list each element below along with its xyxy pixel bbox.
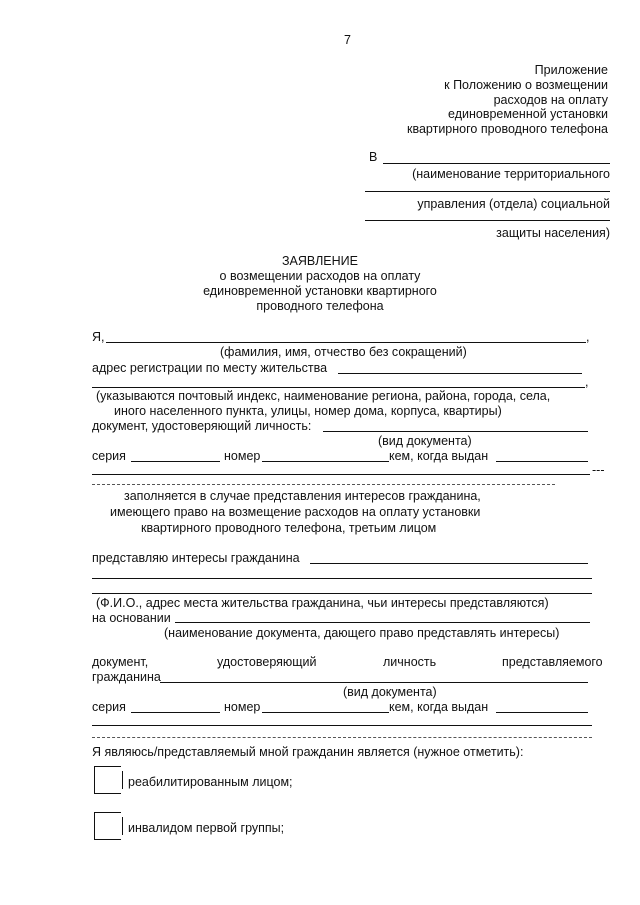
rep-issued-label: кем, когда выдан [389,700,489,714]
issued-field-2[interactable] [92,474,590,475]
rep-doc-word-2: удостоверяющий [217,655,317,669]
address-field-1[interactable] [338,373,582,374]
address-hint-2: иного населенного пункта, улицы, номер дома, корпуса, квартиры) [114,404,502,418]
addressee-hint-1: (наименование территориального [412,167,610,181]
address-label: адрес регистрации по месту жительства [92,361,328,375]
rep-number-label: номер [224,700,261,714]
addressee-hint-2: управления (отдела) социальной [417,197,610,211]
address-hint-1: (указываются почтовый индекс, наименование региона, района, города, села, [96,389,551,403]
appendix-line-2: к Положению о возмещении [444,78,608,92]
checkbox-rehabilitated[interactable] [94,766,121,794]
rep-series-label: серия [92,700,126,714]
represent-field-2[interactable] [92,578,592,579]
representative-note-2: имеющего право на возмещение расходов на оплату установки [110,505,481,519]
applicant-name-end: , [586,330,590,344]
basis-hint: (наименование документа, дающего право представлять интересы) [164,626,560,640]
basis-label: на основании [92,611,171,625]
address-end: , [585,375,589,389]
rep-series-field[interactable] [131,712,220,713]
addressee-field-2[interactable] [365,191,610,192]
representative-note-3: квартирного проводного телефона, третьим лицом [141,521,437,535]
number-field[interactable] [262,461,389,462]
appendix-line-5: квартирного проводного телефона [407,122,608,136]
rep-doc-field[interactable] [160,682,588,683]
represent-field-3[interactable] [92,593,592,594]
appendix-line-1: Приложение [534,63,608,77]
represent-person-hint: (Ф.И.О., адрес места жительства гражданина, чьи интересы представляются) [96,596,549,610]
rep-issued-field-1[interactable] [496,712,588,713]
number-label: номер [224,449,261,463]
checkbox-disabled-group-1[interactable] [94,812,121,840]
issued-label: кем, когда выдан [389,449,489,463]
document-subtitle-3: проводного телефона [256,299,384,313]
rep-doc-hint: (вид документа) [343,685,437,699]
issued-field-1[interactable] [496,461,588,462]
applicant-name-field[interactable] [106,342,586,343]
basis-field[interactable] [175,622,590,623]
applicant-name-hint: (фамилия, имя, отчество без сокращений) [220,345,467,359]
represent-label: представляю интересы гражданина [92,551,300,565]
address-field-2[interactable] [92,387,585,388]
addressee-field-1[interactable] [383,163,610,164]
status-prompt: Я являюсь/представляемый мной гражданин является (нужное отметить): [92,745,524,759]
id-document-field[interactable] [323,431,588,432]
representative-note-1: заполняется в случае представления интересов гражданина, [124,489,481,503]
rep-doc-word-3: личность [383,655,437,669]
series-field[interactable] [131,461,220,462]
appendix-line-3: расходов на оплату [493,93,608,107]
appendix-line-4: единовременной установки [448,107,608,121]
rep-doc-word-4: представляемого [502,655,603,669]
status-option-1-label: реабилитированным лицом; [128,775,293,789]
rep-doc-word-1: документ, [92,655,149,669]
document-subtitle-1: о возмещении расходов на оплату [219,269,421,283]
document-title: ЗАЯВЛЕНИЕ [281,254,358,268]
represent-field-1[interactable] [310,563,588,564]
section-divider-2 [92,737,592,738]
series-label: серия [92,449,126,463]
addressee-prefix: В [369,150,378,164]
addressee-hint-3: защиты населения) [496,226,610,240]
issued-end-dashes: --- [592,463,605,477]
document-subtitle-2: единовременной установки квартирного [203,284,437,298]
applicant-i-label: Я, [92,330,105,344]
rep-citizen-label: гражданина [92,670,161,684]
rep-number-field[interactable] [262,712,389,713]
page-number: 7 [344,33,351,47]
rep-issued-field-2[interactable] [92,725,592,726]
status-option-2-label: инвалидом первой группы; [128,821,285,835]
section-divider [92,484,555,485]
id-document-hint: (вид документа) [378,434,472,448]
addressee-field-3[interactable] [365,220,610,221]
id-document-label: документ, удостоверяющий личность: [92,419,312,433]
